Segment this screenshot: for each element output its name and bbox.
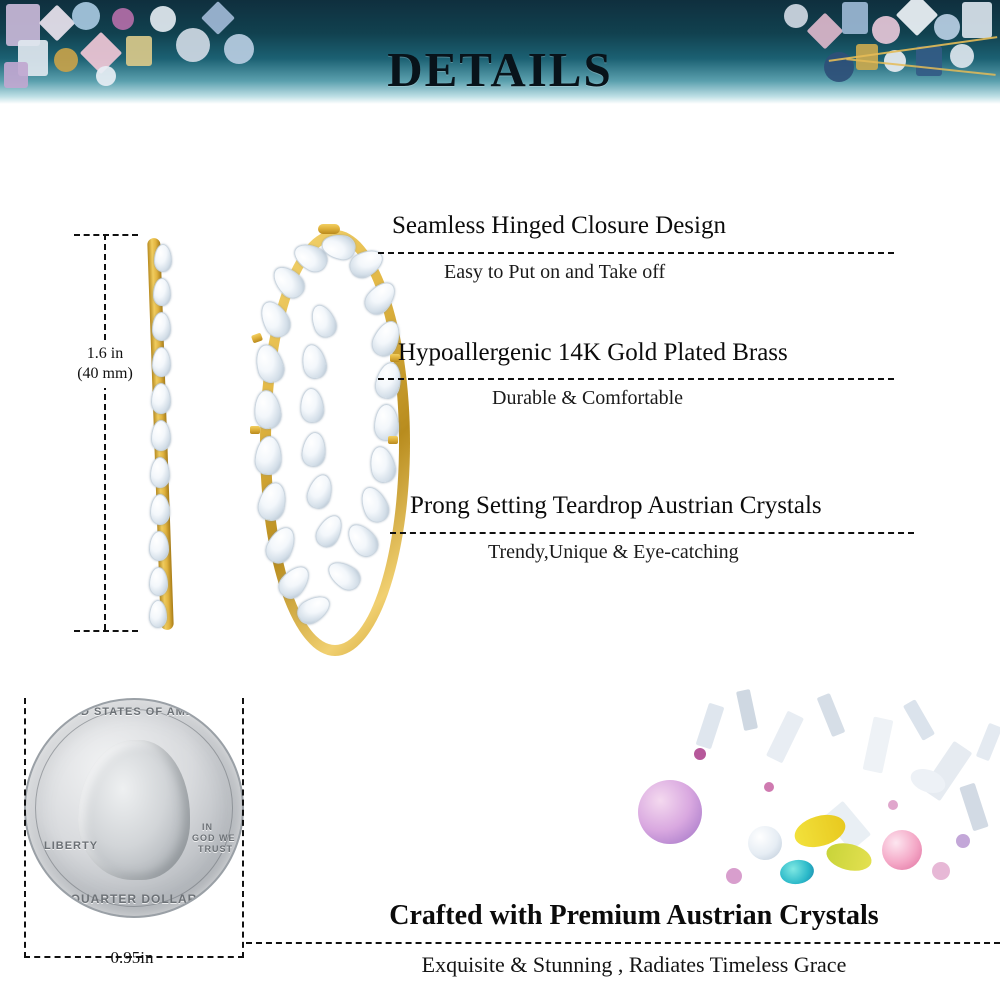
decorative-gem xyxy=(896,0,938,36)
coin-denomination-text: QUARTER DOLLAR xyxy=(70,892,198,906)
footer-headline: Crafted with Premium Austrian Crystals xyxy=(389,900,879,931)
crystal-stone xyxy=(150,457,170,488)
decorative-gem xyxy=(784,4,808,28)
main-content xyxy=(0,104,1000,680)
earring-side-view xyxy=(130,234,200,634)
crystal-shard xyxy=(959,783,988,832)
crystal-gem xyxy=(932,862,950,880)
crystal-gem xyxy=(882,830,922,870)
decorative-gem xyxy=(72,2,100,30)
crystal-cluster xyxy=(636,684,1000,904)
coin-liberty-text: LIBERTY xyxy=(44,840,99,852)
crystal-gem xyxy=(694,748,706,760)
coin-motto-line-1: IN xyxy=(202,822,213,832)
crystal-stone xyxy=(152,347,171,377)
crystal-stone xyxy=(153,278,171,306)
coin-face xyxy=(24,698,244,918)
crystal-stone xyxy=(150,494,170,525)
crystal-gem xyxy=(956,834,970,848)
page-title: DETAILS xyxy=(387,41,613,97)
feature-title-2: Hypoallergenic 14K Gold Plated Brass xyxy=(398,339,788,366)
bottom-section xyxy=(0,680,1000,995)
feature-divider-2 xyxy=(378,378,894,380)
decorative-gem xyxy=(112,8,134,30)
crystal-gem xyxy=(824,839,875,875)
crystal-shard xyxy=(903,699,935,741)
decorative-gem xyxy=(872,16,900,44)
coin-motto-line-2: GOD WE xyxy=(192,833,236,843)
crystal-stone xyxy=(152,312,171,341)
measure-height-inches: 1.6 in xyxy=(86,345,124,362)
crystal-stone xyxy=(151,420,171,451)
earring-front-view xyxy=(250,222,400,642)
feature-subtitle-1: Easy to Put on and Take off xyxy=(444,261,666,283)
coin-motto-line-3: TRUST xyxy=(198,844,233,854)
measure-tick-top xyxy=(74,234,138,236)
footer-subline: Exquisite & Stunning , Radiates Timeless Grace xyxy=(421,952,847,977)
decorative-gem xyxy=(934,14,960,40)
header-banner xyxy=(0,0,1000,104)
crystal-shard xyxy=(863,717,894,774)
quarter-coin-illustration xyxy=(24,698,248,922)
crystal-stone xyxy=(149,531,169,561)
feature-title-3: Prong Setting Teardrop Austrian Crystals xyxy=(410,492,822,519)
decorative-gem xyxy=(39,5,76,42)
crystal-stone xyxy=(149,567,168,596)
crystal-shard xyxy=(696,703,725,750)
crystal-stone xyxy=(154,244,172,272)
feature-divider-3 xyxy=(390,532,914,534)
crystal-stone xyxy=(149,600,167,628)
crystal-gem xyxy=(778,858,815,886)
crystal-gem xyxy=(638,780,702,844)
hinge-closure xyxy=(318,224,340,234)
crystal-shard xyxy=(766,711,804,764)
crystal-shard xyxy=(817,693,846,737)
feature-title-1: Seamless Hinged Closure Design xyxy=(392,212,726,239)
measure-vertical-line xyxy=(104,234,106,630)
prong-setting xyxy=(250,426,260,434)
prong-setting xyxy=(388,436,398,444)
footer-divider xyxy=(246,942,1000,944)
crystal-stone xyxy=(151,383,171,414)
decorative-gem xyxy=(150,6,176,32)
decorative-gem xyxy=(842,2,868,34)
coin-country-text: UNITED STATES OF AMERICA xyxy=(42,706,226,718)
feature-subtitle-3: Trendy,Unique & Eye-catching xyxy=(488,541,739,563)
crystal-gem xyxy=(764,782,774,792)
coin-width-label: 0.95in xyxy=(110,948,154,967)
feature-divider-1 xyxy=(378,252,894,254)
prong-setting xyxy=(251,333,263,344)
crystal-shard xyxy=(976,723,1000,762)
measure-tick-bottom xyxy=(74,630,138,632)
measure-height-mm: (40 mm) xyxy=(77,365,133,382)
crystal-gem xyxy=(888,800,898,810)
decorative-gem xyxy=(962,2,992,38)
decorative-gem xyxy=(201,1,235,35)
crystal-gem xyxy=(726,868,742,884)
coin-portrait xyxy=(78,740,190,880)
crystal-gem xyxy=(748,826,782,860)
feature-subtitle-2: Durable & Comfortable xyxy=(492,387,684,409)
crystal-shard xyxy=(736,689,758,731)
